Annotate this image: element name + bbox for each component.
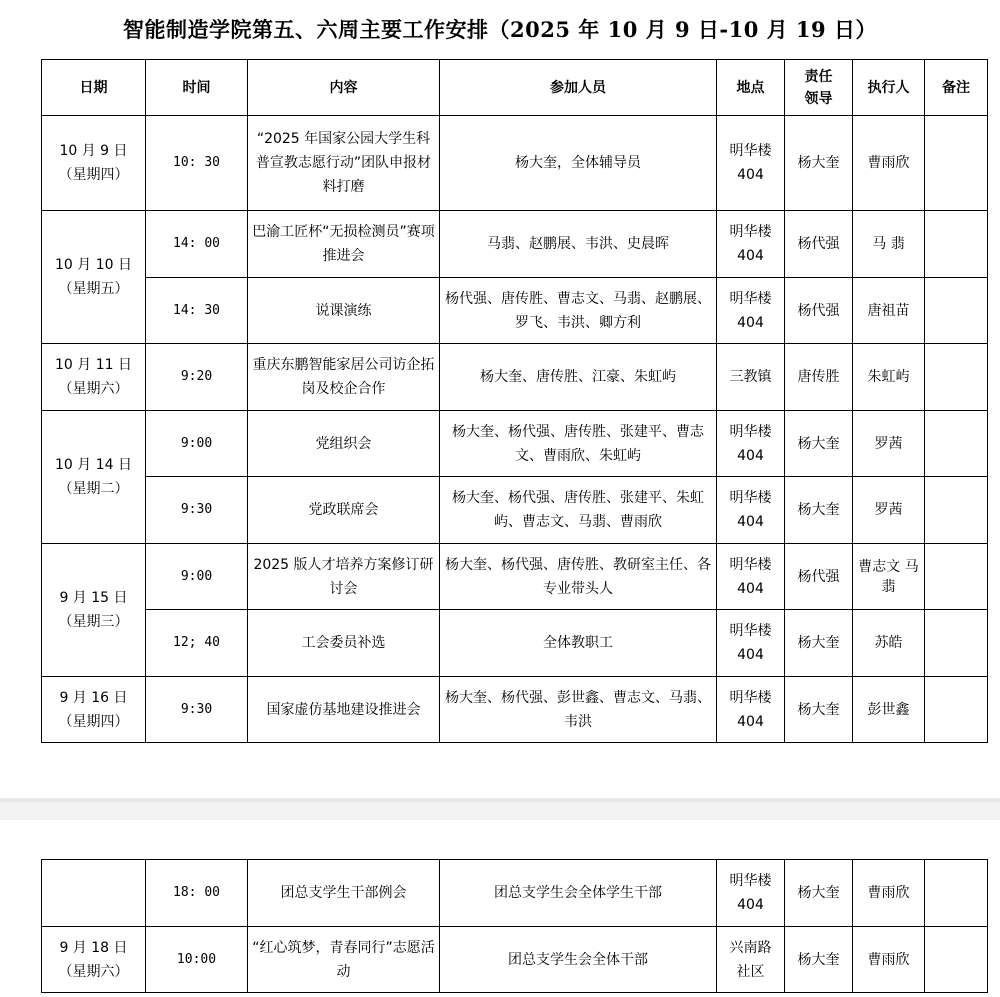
executor-cell: 曹雨欣 xyxy=(853,116,925,211)
header-leader: 责任 领导 xyxy=(785,60,853,116)
header-remarks: 备注 xyxy=(925,60,988,116)
content-cell: 团总支学生干部例会 xyxy=(248,860,440,927)
executor-cell: 彭世鑫 xyxy=(853,677,925,743)
time-cell: 12; 40 xyxy=(146,610,248,677)
table-row xyxy=(42,211,988,278)
location-cell: 兴南路 社区 xyxy=(717,927,785,993)
remarks-cell xyxy=(925,860,988,927)
remarks-cell xyxy=(925,344,988,411)
location-cell: 明华楼 404 xyxy=(717,278,785,344)
content-cell: 重庆东鹏智能家居公司访企拓岗及校企合作 xyxy=(248,344,440,411)
leader-cell: 杨大奎 xyxy=(785,860,853,927)
date-cell: 9 月 15 日 （星期三） xyxy=(42,544,146,677)
leader-cell: 杨代强 xyxy=(785,211,853,278)
executor-cell: 曹雨欣 xyxy=(853,927,925,993)
content-cell: 国家虚仿基地建设推进会 xyxy=(248,677,440,743)
participants-cell: 全体教职工 xyxy=(440,610,717,677)
header-location: 地点 xyxy=(717,60,785,116)
table-row xyxy=(42,411,988,477)
remarks-cell xyxy=(925,677,988,743)
page-title: 智能制造学院第五、六周主要工作安排（2025 年 10 月 9 日-10 月 19 日） xyxy=(123,17,877,42)
executor-cell: 朱虹屿 xyxy=(853,344,925,411)
leader-cell: 杨大奎 xyxy=(785,677,853,743)
remarks-cell xyxy=(925,278,988,344)
header-time: 时间 xyxy=(146,60,248,116)
date-cell: 9 月 18 日 （星期六） xyxy=(42,927,146,993)
executor-cell: 唐祖苗 xyxy=(853,278,925,344)
leader-cell: 杨大奎 xyxy=(785,610,853,677)
location-cell: 三教镇 xyxy=(717,344,785,411)
location-cell: 明华楼 404 xyxy=(717,411,785,477)
time-cell: 9:30 xyxy=(146,477,248,544)
date-cell: 10 月 9 日 （星期四） xyxy=(42,116,146,211)
remarks-cell xyxy=(925,116,988,211)
location-cell: 明华楼 404 xyxy=(717,211,785,278)
table-row xyxy=(42,116,988,211)
content-cell: “红心筑梦，青春同行”志愿活动 xyxy=(248,927,440,993)
content-cell: 2025 版人才培养方案修订研讨会 xyxy=(248,544,440,610)
location-cell: 明华楼 404 xyxy=(717,610,785,677)
content-cell: 巴渝工匠杯“无损检测员”赛项推进会 xyxy=(248,211,440,278)
schedule-table xyxy=(41,59,988,743)
executor-cell: 苏皓 xyxy=(853,610,925,677)
time-cell: 9:00 xyxy=(146,411,248,477)
location-cell: 明华楼 404 xyxy=(717,544,785,610)
page-break xyxy=(0,802,1000,820)
participants-cell: 团总支学生会全体干部 xyxy=(440,927,717,993)
participants-cell: 杨大奎、唐传胜、江豪、朱虹屿 xyxy=(440,344,717,411)
location-cell: 明华楼 404 xyxy=(717,477,785,544)
header-content: 内容 xyxy=(248,60,440,116)
table-row xyxy=(42,344,988,411)
header-participants: 参加人员 xyxy=(440,60,717,116)
table-row xyxy=(42,610,988,677)
table-row xyxy=(42,927,988,993)
table-row xyxy=(42,860,988,927)
participants-cell: 杨大奎、杨代强、唐传胜、张建平、朱虹屿、曹志文、马翡、曹雨欣 xyxy=(440,477,717,544)
remarks-cell xyxy=(925,211,988,278)
header-row xyxy=(42,60,988,116)
participants-cell: 团总支学生会全体学生干部 xyxy=(440,860,717,927)
time-cell: 14: 30 xyxy=(146,278,248,344)
participants-cell: 马翡、赵鹏展、韦洪、史晨晖 xyxy=(440,211,717,278)
participants-cell: 杨大奎、杨代强、彭世鑫、曹志文、马翡、韦洪 xyxy=(440,677,717,743)
time-cell: 18: 00 xyxy=(146,860,248,927)
executor-cell: 罗茜 xyxy=(853,477,925,544)
remarks-cell xyxy=(925,477,988,544)
table-row xyxy=(42,278,988,344)
content-cell: “2025 年国家公园大学生科普宣教志愿行动”团队申报材料打磨 xyxy=(248,116,440,211)
leader-cell: 杨大奎 xyxy=(785,927,853,993)
remarks-cell xyxy=(925,411,988,477)
date-cell: 9 月 16 日 （星期四） xyxy=(42,677,146,743)
time-cell: 9:20 xyxy=(146,344,248,411)
time-cell: 9:00 xyxy=(146,544,248,610)
participants-cell: 杨代强、唐传胜、曹志文、马翡、赵鹏展、罗飞、韦洪、卿方利 xyxy=(440,278,717,344)
location-cell: 明华楼 404 xyxy=(717,677,785,743)
participants-cell: 杨大奎、杨代强、唐传胜、教研室主任、各专业带头人 xyxy=(440,544,717,610)
date-cell xyxy=(42,860,146,927)
participants-cell: 杨大奎，全体辅导员 xyxy=(440,116,717,211)
leader-cell: 杨代强 xyxy=(785,278,853,344)
table-row xyxy=(42,544,988,610)
time-cell: 9:30 xyxy=(146,677,248,743)
date-cell: 10 月 11 日 （星期六） xyxy=(42,344,146,411)
leader-cell: 杨大奎 xyxy=(785,477,853,544)
header-date: 日期 xyxy=(42,60,146,116)
location-cell: 明华楼 404 xyxy=(717,116,785,211)
time-cell: 10:00 xyxy=(146,927,248,993)
leader-cell: 杨大奎 xyxy=(785,411,853,477)
header-executor: 执行人 xyxy=(853,60,925,116)
time-cell: 10: 30 xyxy=(146,116,248,211)
leader-cell: 杨代强 xyxy=(785,544,853,610)
content-cell: 工会委员补选 xyxy=(248,610,440,677)
executor-cell: 马 翡 xyxy=(853,211,925,278)
participants-cell: 杨大奎、杨代强、唐传胜、张建平、曹志文、曹雨欣、朱虹屿 xyxy=(440,411,717,477)
content-cell: 党政联席会 xyxy=(248,477,440,544)
table-row xyxy=(42,477,988,544)
remarks-cell xyxy=(925,927,988,993)
content-cell: 说课演练 xyxy=(248,278,440,344)
remarks-cell xyxy=(925,610,988,677)
content-cell: 党组织会 xyxy=(248,411,440,477)
executor-cell: 曹志文 马翡 xyxy=(853,544,925,610)
table-row xyxy=(42,677,988,743)
remarks-cell xyxy=(925,544,988,610)
leader-cell: 杨大奎 xyxy=(785,116,853,211)
time-cell: 14: 00 xyxy=(146,211,248,278)
date-cell: 10 月 14 日 （星期二） xyxy=(42,411,146,544)
location-cell: 明华楼 404 xyxy=(717,860,785,927)
executor-cell: 曹雨欣 xyxy=(853,860,925,927)
executor-cell: 罗茜 xyxy=(853,411,925,477)
schedule-table-continued xyxy=(41,859,988,993)
leader-cell: 唐传胜 xyxy=(785,344,853,411)
date-cell: 10 月 10 日 （星期五） xyxy=(42,211,146,344)
